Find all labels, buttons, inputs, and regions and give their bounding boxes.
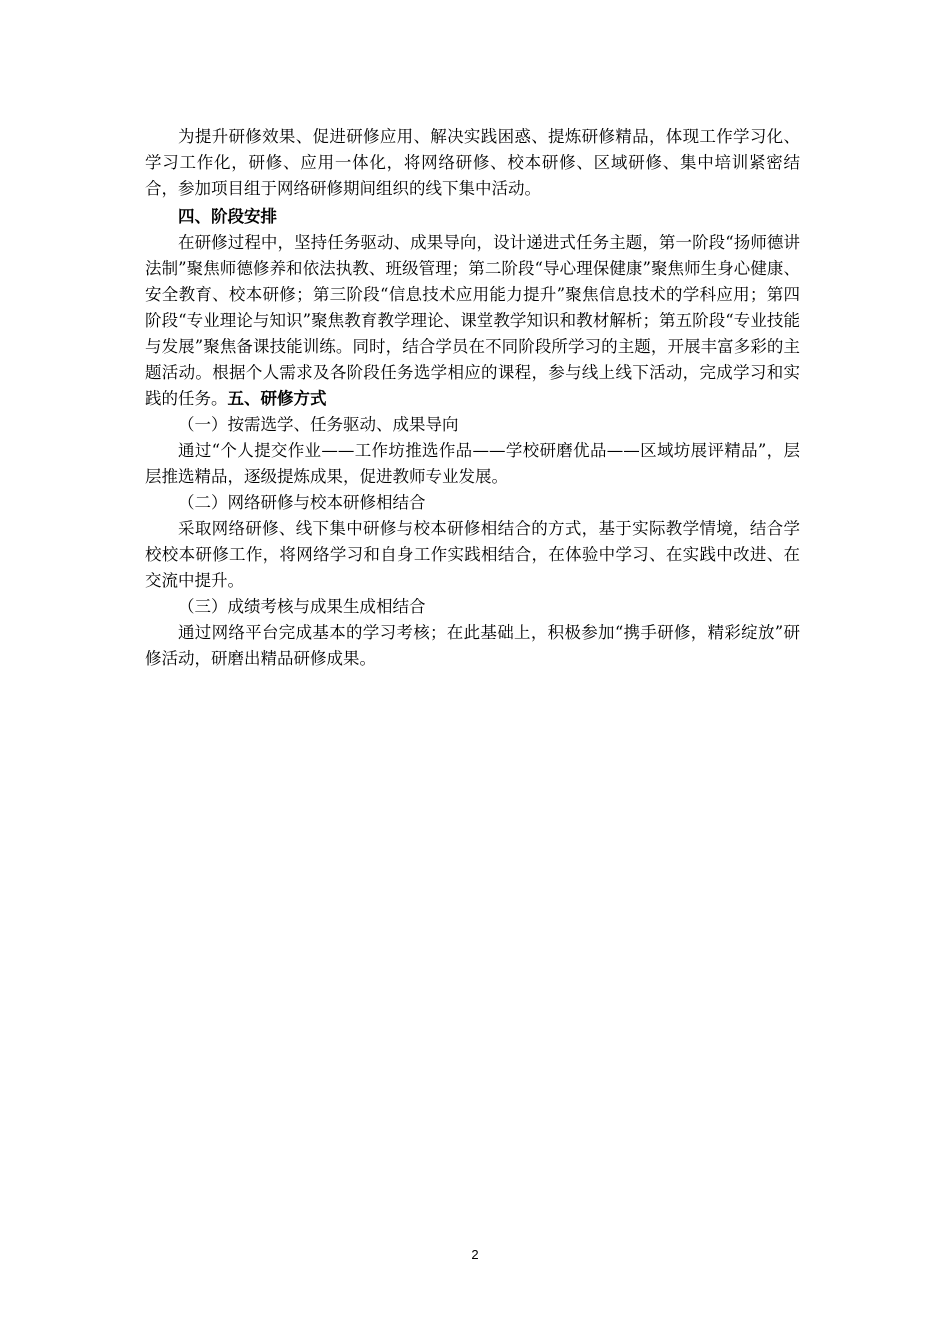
section-heading-stage-arrangement: 四、阶段安排 [178,207,277,226]
document-body [145,124,800,672]
subheading-on-demand: （一）按需选学、任务驱动、成果导向 [178,415,459,434]
page-number: 2 [471,1247,479,1262]
paragraph-intro: 为提升研修效果、促进研修应用、解决实践困惑、提炼研修精品，体现工作学习化、学习工作化，研修、应用一体化，将网络研修、校本研修、区域研修、集中培训紧密结合，参加项目组于网络研修期间组织的线下集中活动。 [145,127,800,198]
paragraph-on-demand: 通过“个人提交作业——工作坊推选作品——学校研磨优品——区域坊展评精品”，层层推选精品，逐级提炼成果，促进教师专业发展。 [145,441,800,486]
paragraph-stage-arrangement [145,230,800,412]
paragraph-stage-text: 在研修过程中，坚持任务驱动、成果导向，设计递进式任务主题，第一阶段“扬师德讲法制”聚焦师德修养和依法执教、班级管理；第二阶段“导心理保健康”聚焦师生身心健康、安全教育、校本研修；第三阶段“信息技术应用能力提升”聚焦信息技术的学科应用；第四阶段“专业理论与知识”聚焦教育教学理论、课堂教学知识和教材解析；第五阶段“专业技能与发展”聚焦备课技能训练。同时，结合学员在不同阶段所学习的主题，开展丰富多彩的主题活动。根据个人需求及各阶段任务选学相应的课程，参与线上线下活动，完成学习和实践的任务。 [145,233,800,408]
subheading-network-school: （二）网络研修与校本研修相结合 [178,493,426,512]
subheading-assessment: （三）成绩考核与成果生成相结合 [178,597,426,616]
paragraph-assessment: 通过网络平台完成基本的学习考核；在此基础上，积极参加“携手研修，精彩绽放”研修活动，研磨出精品研修成果。 [145,623,800,668]
paragraph-network-school: 采取网络研修、线下集中研修与校本研修相结合的方式，基于实际教学情境，结合学校校本研修工作，将网络学习和自身工作实践相结合，在体验中学习、在实践中改进、在交流中提升。 [145,519,800,590]
section-heading-study-method: 五、研修方式 [227,389,327,408]
